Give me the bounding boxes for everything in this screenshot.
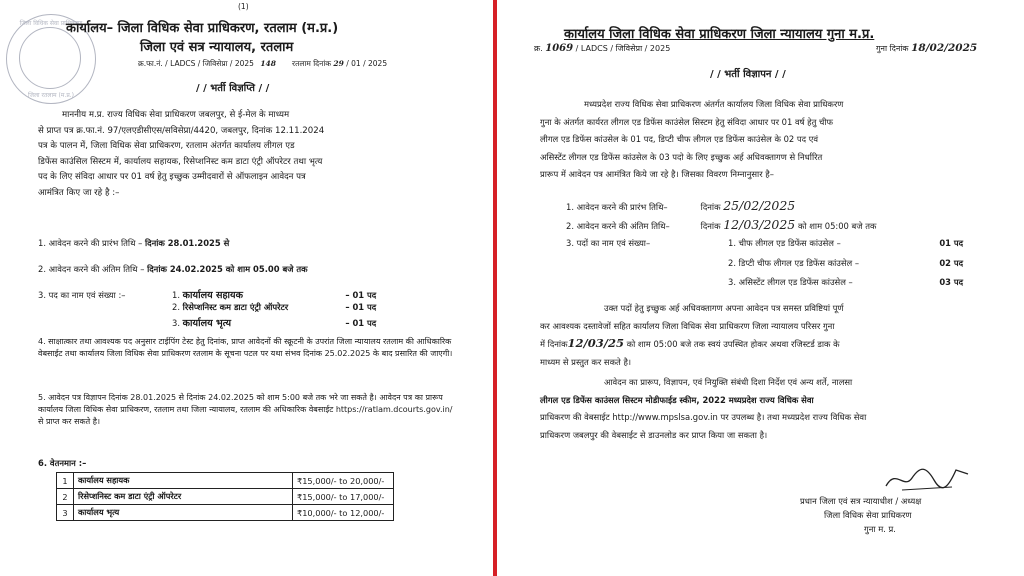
right-item-posts-label: 3. पदों का नाम एवं संख्या– xyxy=(566,238,651,248)
table-row: 3 कार्यालय भृत्य ₹10,000/- to 12,000/- xyxy=(57,505,394,521)
right-guidelines-paragraph: आवेदन का प्रारूप, विज्ञापन, एवं नियुक्ति संबंधी दिशा निर्देश एवं अन्य शर्ते, नालसा लीगल एड डिफेंस काउंसल सिस्टम मोडीफाईड स्कीम, 2022 मध्यप्रदेश राज्य विधिक सेवा प्राधिकरण की वेबसाईट http://www.mpslsa.gov.in पर उपलब्ध है। तथा मध्यप्रदेश राज्य विधिक सेवा प्राधिकरण जबलपुर की वेबसाईट से डाउनलोड कर प्राप्त किया जा सकता है। xyxy=(540,377,867,440)
left-header-line2: जिला एवं सत्र न्यायालय, रतलाम xyxy=(140,40,294,55)
right-submission-paragraph: उक्त पदों हेतु इच्छुक अर्ह अधिवक्तागण अपना आवेदन पत्र समस्त प्रविष्टियां पूर्ण कर आवश्यक दस्तावेजों सहित कार्यालय जिला विधिक सेवा प्राधिकरण जिला न्यायालय परिसर गुना में दिनांक12/03/25 को शाम 05:00 बजे तक स्वयं उपस्थित होकर अथवा रजिस्टर्ड डाक के माध्यम से प्रस्तुत कर सकते है। xyxy=(540,303,844,367)
right-post-row: 1. चीफ लीगल एड डिफेंस कांउसेल – 01 पद xyxy=(728,238,964,248)
left-item-interview-note: 4. साक्षात्कार तथा आवश्यक पद अनुसार टाईपिंग टेस्ट हेतु दिनांक, प्राप्त आवेदनों की स्क्रूटनी के उपरांत जिला न्यायालय रतलाम की आधिकारिक वेबसाईट तथा कार्यालय जिला विधिक सेवा प्राधिकरण रतलाम के सूचना पटल पर यथा संभव दिनांक 25.02.2025 के बाद प्रसारित की जाएगी। xyxy=(38,337,453,358)
left-post-row: 1. कार्यालय सहायक – 01 पद xyxy=(172,290,377,301)
right-intro-paragraph: मध्यप्रदेश राज्य विधिक सेवा प्राधिकरण अंतर्गत कार्यालय जिला विधिक सेवा प्राधिकरण गुना के अंतर्गत कार्यरत लीगल एड डिफेंस काउंसेल सिस्टम हेतु संविदा आधार पर 01 वर्ष हेतु चीफ लीगल एड डिफेंस कांउसेल के 01 पद, डिप्टी चीफ लीगल एड डिफेंस काउंसेल के 02 पद एवं असिस्टेंट लीगल एड डिफेंस कांउसेल के 03 पदो के लिए इच्छुक अर्ह अधिवक्तागण से निर्धारित प्रारूप में आवेदन पत्र आमंत्रित किये जा रहे है। जिसका विवरण निम्नानुसार है– xyxy=(540,99,844,180)
left-item-last-date: 2. आवेदन करने की अंतिम तिथि – दिनांक 24.02.2025 को शाम 05.00 बजे तक xyxy=(38,264,308,274)
left-ref-number: क्र.फा.नं. / LADCS / जिविसेप्रा / 2025 148 xyxy=(138,59,276,68)
signature-icon xyxy=(882,460,972,494)
left-post-row: 3. कार्यालय भृत्य – 01 पद xyxy=(172,318,377,329)
table-row: 1 कार्यालय सहायक ₹15,000/- to 20,000/- xyxy=(57,473,394,489)
right-post-row: 2. डिप्टी चीफ लीगल एड डिफेंस कांउसेल – 02 पद xyxy=(728,258,964,268)
left-item-start-date: 1. आवेदन करने की प्रारंभ तिथि – दिनांक 28.01.2025 से xyxy=(38,238,230,248)
right-item-start-date: 1. आवेदन करने की प्रारंभ तिथि– दिनांक 25/02/2025 xyxy=(566,198,796,213)
right-notice-title: / / भर्ती विज्ञापन / / xyxy=(710,69,786,80)
right-notice-page xyxy=(500,0,1024,576)
left-item-pay-label: 6. वेतनमान :– xyxy=(38,458,87,468)
right-item-last-date: 2. आवेदन करने की अंतिम तिथि– दिनांक 12/03/2025 को शाम 05:00 बजे तक xyxy=(566,217,877,232)
table-row: 2 रिसेप्शनिस्ट कम डाटा एंट्री ऑपरेटर ₹15,000/- to 17,000/- xyxy=(57,489,394,505)
right-header: कार्यालय जिला विधिक सेवा प्राधिकरण जिला न्यायालय गुना म.प्र. xyxy=(564,27,875,42)
left-header-line1: कार्यालय– जिला विधिक सेवा प्राधिकरण, रतलाम (म.प्र.) xyxy=(66,21,339,36)
seal-text-top: जिला विधिक सेवा प्राधिकरण xyxy=(19,20,83,27)
left-post-row: 2. रिसेप्शनिस्ट कम डाटा एंट्री ऑपरेटर – 01 पद xyxy=(172,302,377,312)
page-mark: (1) xyxy=(238,2,249,11)
right-post-row: 3. असिस्टेंट लीगल एड डिफेंस कांउसेल – 03 पद xyxy=(728,277,964,287)
left-item-application-note: 5. आवेदन पत्र विज्ञापन दिनांक 28.01.2025 से दिनांक 24.02.2025 को शाम 5:00 बजे तक भरे जा सकते है। आवेदन पत्र का प्रारूप कार्यालय जिला विधिक सेवा प्राधिकरण, रतलाम तथा जिला न्यायालय, रतलाम की अधिकारिक वेबसाईट https://ratlam.dcourts.gov.in/ से प्राप्त कर सकते है। xyxy=(38,393,453,426)
left-notice-title: / / भर्ती विज्ञप्ति / / xyxy=(196,83,270,94)
left-intro-paragraph: माननीय म.प्र. राज्य विधिक सेवा प्राधिकरण जबलपुर, से ई-मेल के माध्यम से प्राप्त पत्र क्र.फा.नं. 97/एलएडीसीएस/सविसेप्रा/4420, जबलपुर, दिनांक 12.11.2024 पत्र के पालन में, जिला विधिक सेवा प्राधिकरण, रतलाम अंतर्गत कार्यालय लीगल एड डिफेंस काउंसिल सिस्टम में, कार्यालय सहायक, रिसेप्शनिस्ट कम डाटा एंट्री ऑपरेटर तथा भृत्य पद के लिए संविदा आधार पर 01 वर्ष हेतु इच्छुक उम्मीदवारों से ऑफलाइन आवेदन पत्र आमंत्रित किए जा रहे है :– xyxy=(38,110,325,198)
right-ref-date: गुना दिनांक 18/02/2025 xyxy=(876,42,978,54)
page-divider xyxy=(493,0,497,576)
left-ref-date: रतलाम दिनांक 29 / 01 / 2025 xyxy=(292,59,388,68)
signatory-block: प्रधान जिला एवं सत्र न्यायाधीश / अध्यक्ष जिला विधिक सेवा प्राधिकरण गुना म. प्र. xyxy=(800,496,922,534)
right-ref-number: क्र. 1069 / LADCS / जिविसेप्रा / 2025 xyxy=(534,43,671,54)
seal-text-bottom: जिला रतलाम (म.प्र.) xyxy=(27,92,75,99)
left-item-posts-label: 3. पद का नाम एवं संख्या :– xyxy=(38,290,126,300)
left-notice-page xyxy=(0,0,492,576)
pay-scale-table xyxy=(56,472,394,521)
